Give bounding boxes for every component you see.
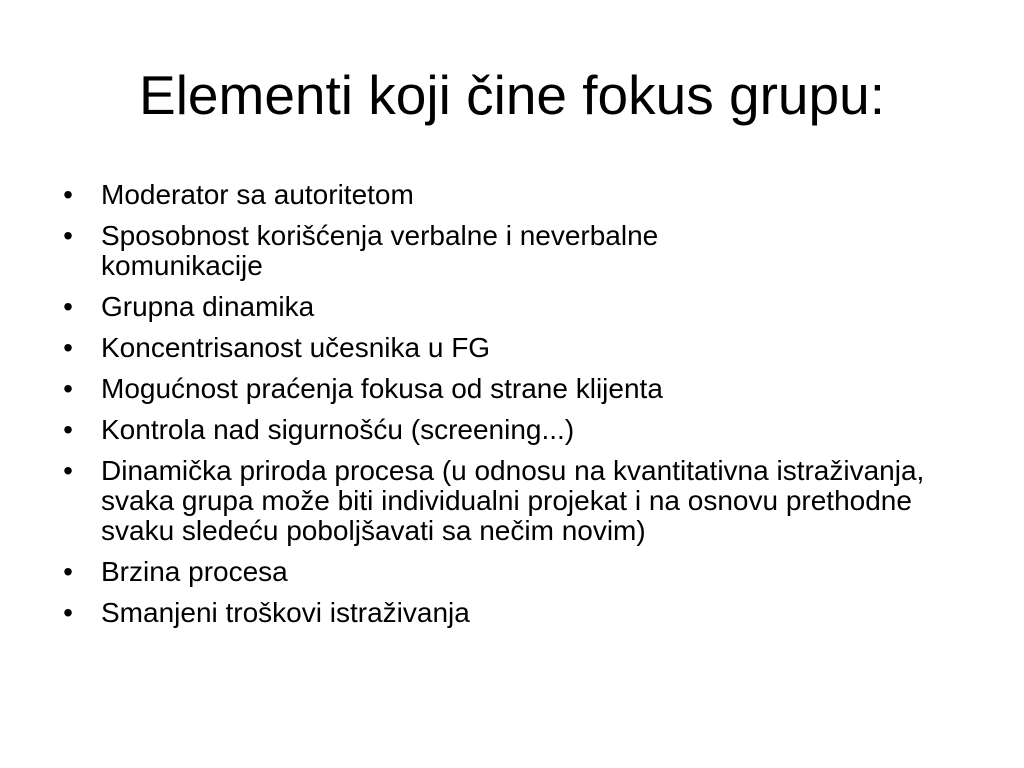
list-item-text: Grupna dinamika — [101, 291, 315, 322]
bullet-list — [58, 180, 968, 639]
list-item — [58, 221, 968, 281]
list-item-text: Smanjeni troškovi istraživanja — [101, 597, 470, 628]
list-item-text: Koncentrisanost učesnika u FG — [101, 332, 491, 363]
list-item — [58, 557, 968, 587]
list-item — [58, 456, 968, 546]
bullet-icon: • — [63, 291, 73, 322]
bullet-icon: • — [63, 556, 73, 587]
list-item — [58, 333, 968, 363]
list-item — [58, 598, 968, 628]
list-item-text: Sposobnost korišćenja verbalne i neverbalne komunikacije — [101, 220, 659, 281]
list-item — [58, 415, 968, 445]
list-item-text: Kontrola nad sigurnošću (screening...) — [101, 414, 575, 445]
list-item — [58, 374, 968, 404]
list-item-text: Moderator sa autoritetom — [101, 179, 414, 210]
bullet-icon: • — [63, 455, 73, 486]
bullet-icon: • — [63, 179, 73, 210]
bullet-icon: • — [63, 597, 73, 628]
bullet-icon: • — [63, 414, 73, 445]
list-item-text: Brzina procesa — [101, 556, 288, 587]
list-item — [58, 292, 968, 322]
bullet-icon: • — [63, 373, 73, 404]
list-item — [58, 180, 968, 210]
bullet-icon: • — [63, 332, 73, 363]
list-item-text: Dinamička priroda procesa (u odnosu na kvantitativna istraživanja, svaka grupa može biti individualni projekat i na osnovu prethodne svaku sledeću poboljšavati sa nečim novim) — [101, 455, 925, 546]
bullet-icon: • — [63, 220, 73, 251]
list-item-text: Mogućnost praćenja fokusa od strane klijenta — [101, 373, 663, 404]
slide-title: Elementi koji čine fokus grupu: — [139, 64, 885, 126]
